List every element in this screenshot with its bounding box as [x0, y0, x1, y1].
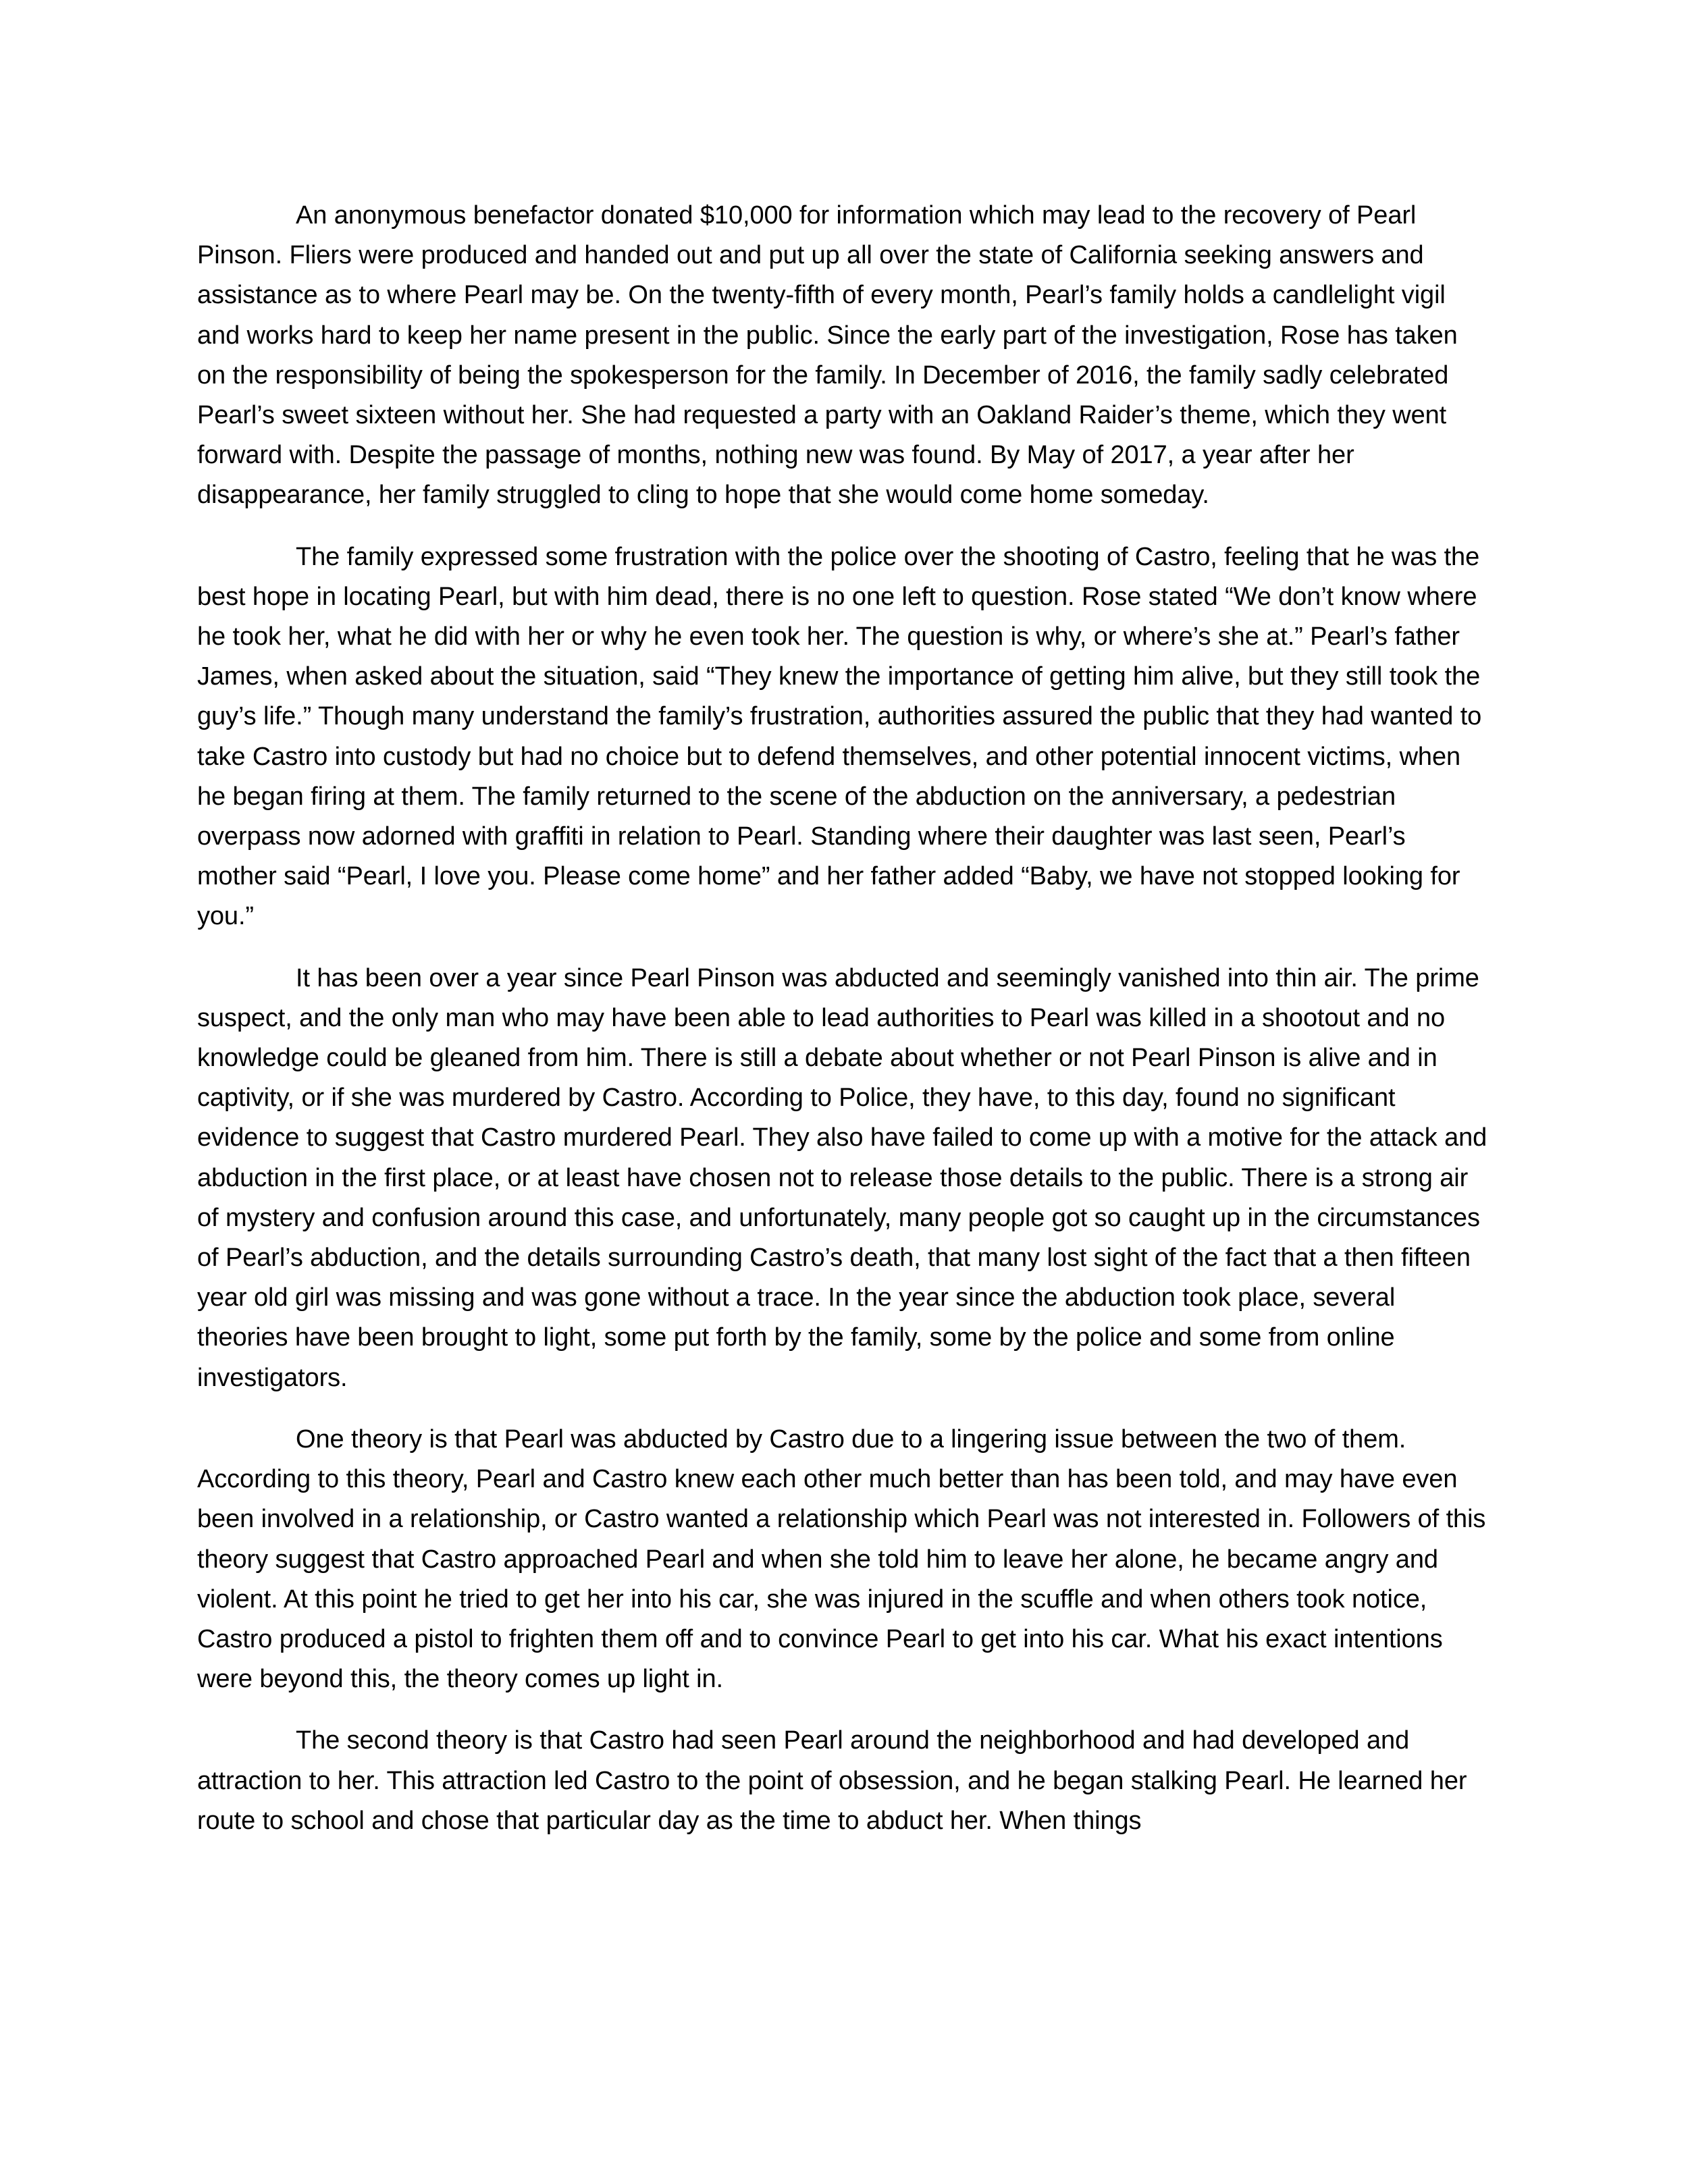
paragraph-reward-and-vigils: An anonymous benefactor donated $10,000 for information which may lead to the recovery of Pearl Pinson. Fliers were produced and handed out and put up all over the state of California seeking answers and assistance as to where Pearl may be. On the twenty-fifth of every month, Pearl’s family holds a candlelight vigil and works hard to keep her name present in the public. Since the early part of the investigation, Rose has taken on the responsibility of being the spokesperson for the family. In December of 2016, the family sadly celebrated Pearl’s sweet sixteen without her. She had requested a party with an Oakland Raider’s theme, which they went forward with. Despite the passage of months, nothing new was found. By May of 2017, a year after her disappearance, her family struggled to cling to hope that she would come home someday.: [197, 201, 1458, 510]
paragraph-one-year-later: It has been over a year since Pearl Pinson was abducted and seemingly vanished into thin air. The prime suspect, and the only man who may have been able to lead authorities to Pearl was killed in a shootout and no knowledge could be gleaned from him. There is still a debate about whether or not Pearl Pinson is alive and in captivity, or if she was murdered by Castro. According to Police, they have, to this day, found no significant evidence to suggest that Castro murdered Pearl. They also have failed to come up with a motive for the attack and abduction in the first place, or at least have chosen not to release those details to the public. There is a strong air of mystery and confusion around this case, and unfortunately, many people got so caught up in the circumstances of Pearl’s abduction, and the details surrounding Castro’s death, that many lost sight of the fact that a then fifteen year old girl was missing and was gone without a trace. In the year since the abduction took place, several theories have been brought to light, some put forth by the family, some by the police and some from online investigators.: [197, 963, 1487, 1392]
document-body: [197, 196, 1488, 1863]
paragraph-first-theory: One theory is that Pearl was abducted by Castro due to a lingering issue between the two of them. According to this theory, Pearl and Castro knew each other much better than has been told, and may have even been involved in a relationship, or Castro wanted a relationship which Pearl was not interested in. Followers of this theory suggest that Castro approached Pearl and when she told him to leave her alone, he became angry and violent. At this point he tried to get her into his car, she was injured in the scuffle and when others took notice, Castro produced a pistol to frighten them off and to convince Pearl to get into his car. What his exact intentions were beyond this, the theory comes up light in.: [197, 1424, 1486, 1694]
paragraph-family-frustration: The family expressed some frustration with the police over the shooting of Castro, feeling that he was the best hope in locating Pearl, but with him dead, there is no one left to question. Rose stated “We don’t know where he took her, what he did with her or why he even took her. The question is why, or where’s she at.” Pearl’s father James, when asked about the situation, said “They knew the importance of getting him alive, but they still took the guy’s life.” Though many understand the family’s frustration, authorities assured the public that they had wanted to take Castro into custody but had no choice but to defend themselves, and other potential innocent victims, when he began firing at them. The family returned to the scene of the abduction on the anniversary, a pedestrian overpass now adorned with graffiti in relation to Pearl. Standing where their daughter was last seen, Pearl’s mother said “Pearl, I love you. Please come home” and her father added “Baby, we have not stopped looking for you.”: [197, 542, 1482, 931]
paragraph-second-theory: The second theory is that Castro had seen Pearl around the neighborhood and had developed and attraction to her. This attraction led Castro to the point of obsession, and he began stalking Pearl. He learned her route to school and chose that particular day as the time to abduct her. When things: [197, 1726, 1467, 1835]
